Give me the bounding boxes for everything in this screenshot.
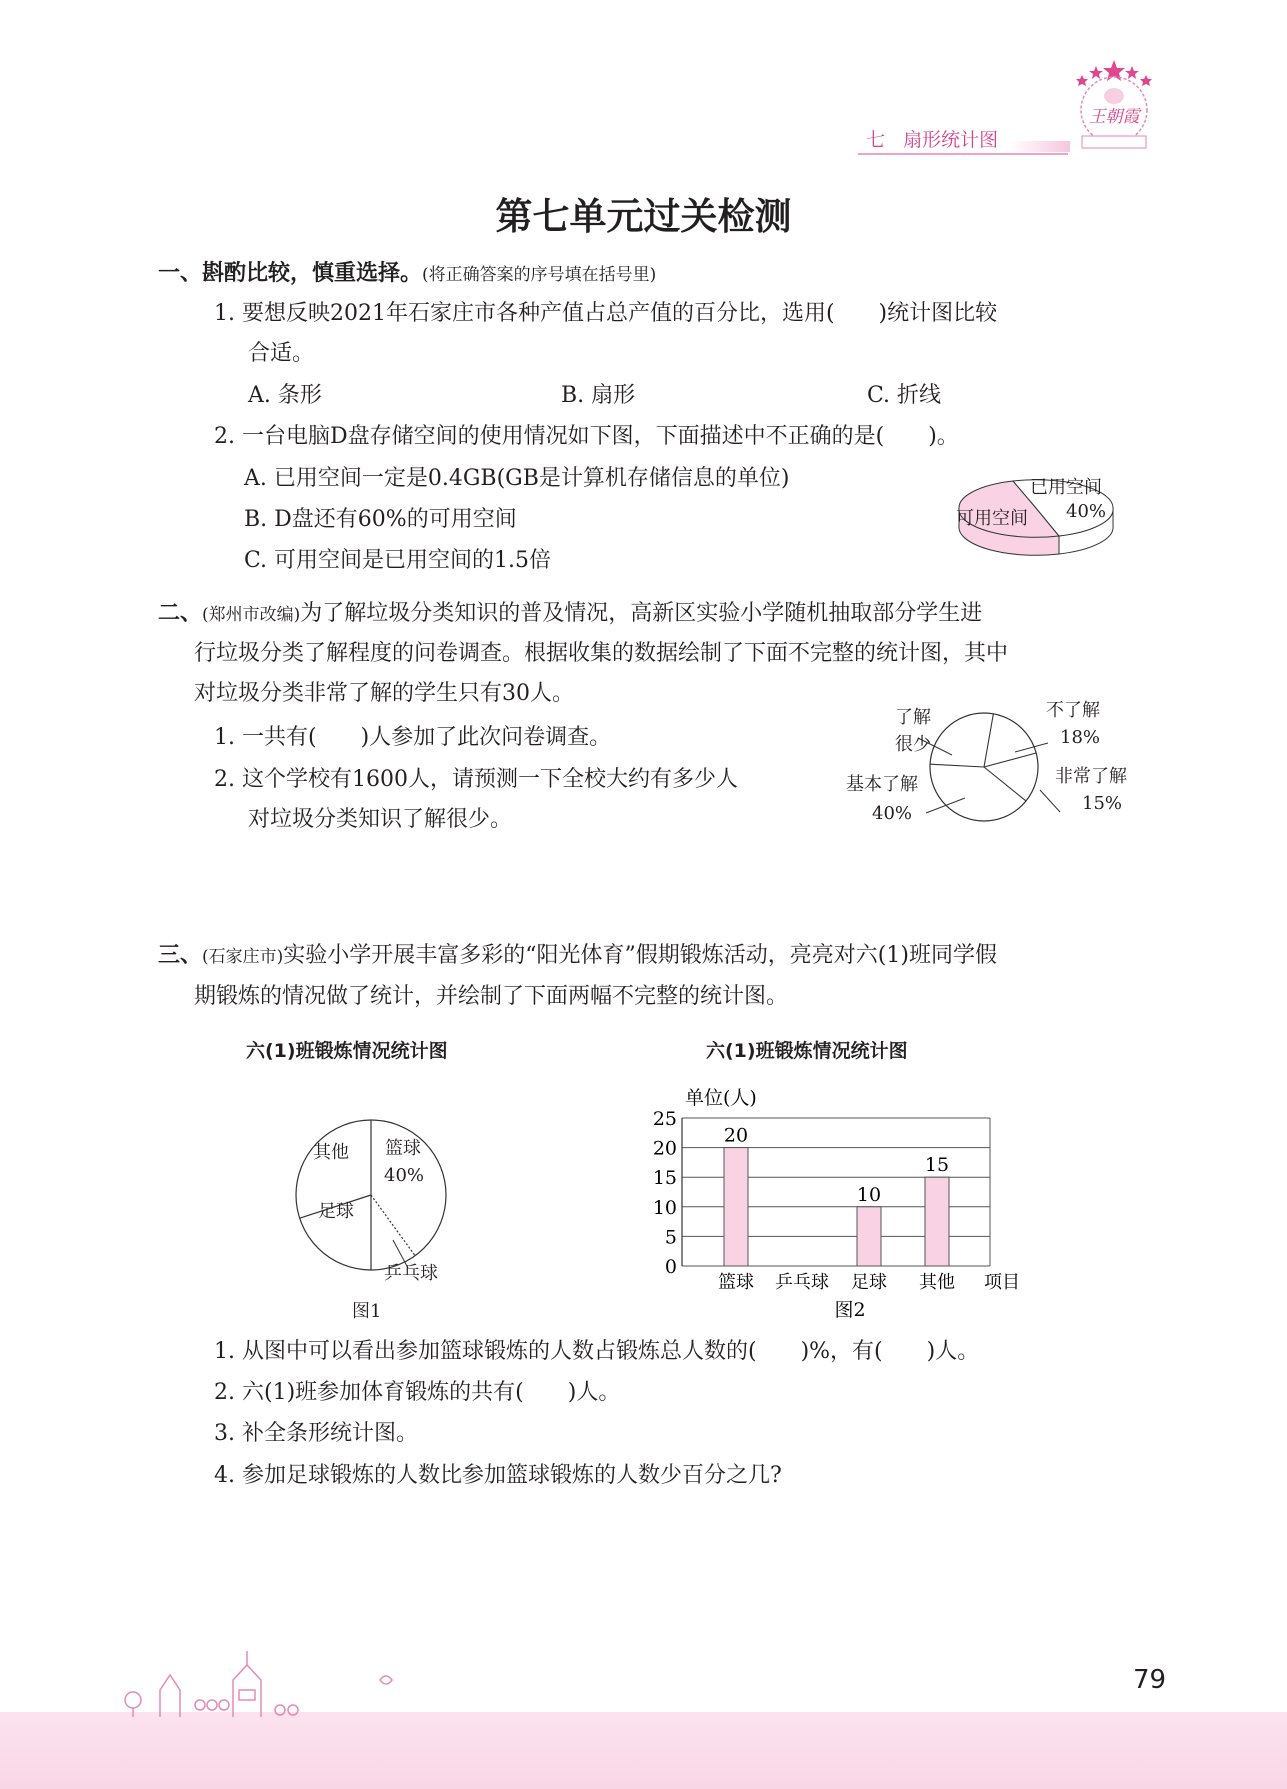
exercise-bar-chart [640, 1080, 1020, 1320]
bar-category-label: 乒乓球 [775, 1272, 829, 1293]
bar-value-label: 10 [856, 1183, 882, 1206]
bar-caption: 图2 [834, 1299, 866, 1320]
section1-note: (将正确答案的序号填在括号里) [422, 265, 657, 285]
header-underline [858, 153, 1068, 155]
section2-text: 为了解垃圾分类知识的普及情况，高新区实验小学随机抽取部分学生进 [300, 601, 983, 626]
s2-line2: 行垃圾分类了解程度的问卷调查。根据收集的数据绘制了下面不完整的统计图，其中 [194, 641, 1009, 666]
bar-value-label: 20 [723, 1124, 749, 1147]
s3-q3: 3. 补全条形统计图。 [214, 1421, 418, 1446]
s1-q1-line2: 合适。 [248, 341, 315, 366]
pie1-caption: 图1 [352, 1301, 382, 1322]
brand-stamp-logo [1070, 60, 1158, 152]
bar-chart-title: 六(1)班锻炼情况统计图 [706, 1040, 908, 1062]
pie2-basic-label: 基本了解 [846, 774, 918, 795]
section2-number: 二、 [158, 601, 203, 626]
s3-q1: 1. 从图中可以看出参加篮球锻炼的人数占锻炼总人数的( )%，有( )人。 [214, 1339, 980, 1364]
pie2-none-pct: 18% [1060, 727, 1101, 748]
s1-q2-option-b: B. D盘还有60%的可用空间 [244, 507, 517, 532]
section1-title: 一、斟酌比较，慎重选择。 [158, 261, 423, 286]
s3-q4: 4. 参加足球锻炼的人数比参加篮球锻炼的人数少百分之几? [214, 1463, 782, 1488]
bar-3 [925, 1177, 949, 1266]
pie2-very-label: 非常了解 [1055, 766, 1127, 787]
bar-x-axis-label: 项目 [984, 1272, 1020, 1293]
s3-line1 [158, 942, 997, 971]
pie2-basic-pct: 40% [872, 803, 913, 824]
pie2-leader-line [1040, 790, 1060, 812]
section3-source: (石家庄市) [202, 947, 284, 967]
s1-q2-option-a: A. 已用空间一定是0.4GB(GB是计算机存储信息的单位) [244, 466, 790, 491]
svg-text:王朝霞: 王朝霞 [1088, 107, 1140, 127]
pie1-label-basketball-pct: 40% [384, 1165, 425, 1186]
pie2-little-label-1: 了解 [895, 707, 931, 728]
pie-chart-title: 六(1)班锻炼情况统计图 [246, 1040, 448, 1062]
bar-value-label: 15 [924, 1154, 950, 1177]
s2-q2-line2: 对垃圾分类知识了解很少。 [248, 807, 513, 832]
bar-category-label: 篮球 [718, 1272, 754, 1293]
bar-ytick-label: 15 [652, 1167, 677, 1190]
footer-castle-illustration [115, 1645, 415, 1720]
s2-q1: 1. 一共有( )人参加了此次问卷调查。 [214, 725, 612, 750]
page-title: 第七单元过关检测 [495, 195, 792, 238]
pie1-label-basketball: 篮球 [385, 1138, 421, 1159]
bar-ytick-label: 10 [652, 1196, 677, 1219]
s2-line3: 对垃圾分类非常了解的学生只有30人。 [194, 681, 574, 706]
s1-q1-option-a: A. 条形 [248, 383, 322, 408]
used-space-label: 已用空间 [1030, 477, 1102, 498]
bar-ytick-label: 20 [652, 1137, 677, 1160]
pie1-label-other: 其他 [313, 1142, 349, 1163]
chapter-name: 扇形统计图 [903, 129, 999, 151]
s3-q2: 2. 六(1)班参加体育锻炼的共有( )人。 [214, 1380, 621, 1405]
s2-line1 [158, 600, 982, 629]
s2-q2-line1: 2. 这个学校有1600人，请预测一下全校大约有多少人 [214, 767, 738, 792]
s3-line2: 期锻炼的情况做了统计，并绘制了下面两幅不完整的统计图。 [194, 984, 789, 1009]
s1-q1-option-c: C. 折线 [867, 383, 942, 408]
exercise-pie-chart [280, 1100, 480, 1300]
bar-category-label: 其他 [919, 1272, 955, 1293]
bar-0 [724, 1148, 748, 1266]
bar-ytick-label: 25 [652, 1108, 677, 1130]
bar-2 [857, 1207, 881, 1266]
section2-source: (郑州市改编) [202, 605, 301, 625]
bar-category-label: 足球 [851, 1272, 887, 1293]
pie2-very-pct: 15% [1082, 793, 1123, 814]
header-decoration [1010, 141, 1070, 152]
page-number: 79 [1133, 1665, 1167, 1695]
section1-heading [158, 260, 656, 289]
pie1-label-football: 足球 [318, 1201, 354, 1222]
pie1-label-pingpong: 乒乓球 [384, 1263, 438, 1284]
s1-q2: 2. 一台电脑D盘存储空间的使用情况如下图，下面描述中不正确的是( )。 [214, 424, 959, 449]
section3-number: 三、 [158, 943, 203, 968]
bar-y-axis-label: 单位(人) [685, 1087, 757, 1109]
s1-q1-option-b: B. 扇形 [561, 383, 636, 408]
pie2-little-label-2: 很少 [895, 734, 931, 755]
footer-band [0, 1712, 1287, 1789]
section3-text: 实验小学开展丰富多彩的“阳光体育”假期锻炼活动，亮亮对六(1)班同学假 [283, 943, 997, 968]
s1-q1-line1: 1. 要想反映2021年石家庄市各种产值占总产值的百分比，选用( )统计图比较 [214, 301, 998, 326]
used-space-pct: 40% [1066, 501, 1107, 522]
bar-ytick-label: 5 [664, 1226, 677, 1249]
s1-q2-option-c: C. 可用空间是已用空间的1.5倍 [244, 548, 552, 573]
free-space-label: 可用空间 [956, 508, 1028, 529]
chapter-header [866, 125, 998, 152]
unit-number: 七 [866, 129, 886, 151]
bar-ytick-label: 0 [664, 1256, 677, 1278]
pie2-none-label: 不了解 [1046, 700, 1100, 721]
